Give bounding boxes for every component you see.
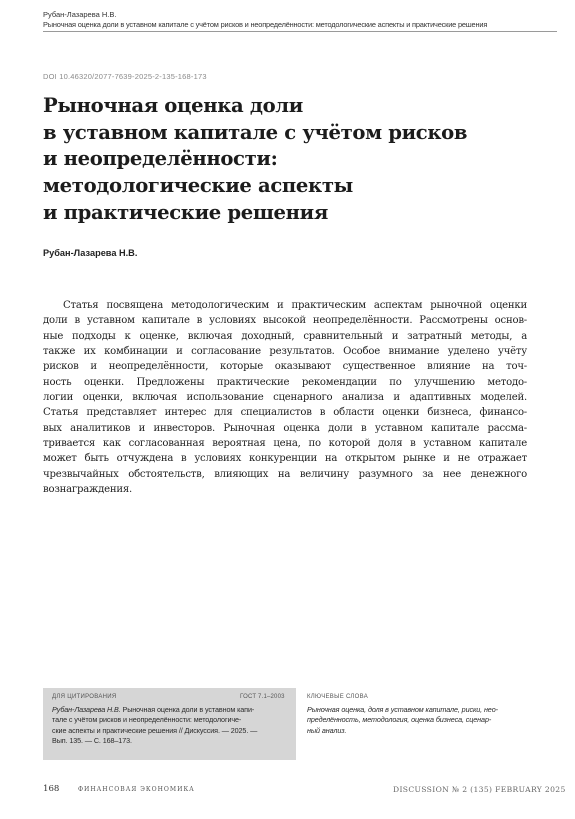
abstract-line: доли в уставном капитале в условиях высокой неопределённости. Рассмотрены основ-: [43, 315, 527, 327]
abstract-line: тривается как согласованная вероятная цена, по которой доля в уставном капитале: [43, 438, 527, 450]
author-byline: Рубан-Лазарева Н.В.: [43, 248, 138, 258]
citation-standard: ГОСТ 7.1–2003: [240, 694, 285, 700]
article-title: [43, 93, 543, 227]
keywords-label: КЛЮЧЕВЫЕ СЛОВА: [307, 694, 369, 700]
abstract-line: также их комбинации и согласование результатов. Особое внимание уделено учёту: [43, 346, 527, 358]
page-number: 168: [43, 784, 60, 794]
keywords-line: ный анализ.: [307, 725, 347, 735]
abstract-line: чрезвычайных обстоятельств, влияющих на величину разумного за нее денежного: [43, 468, 527, 480]
citation-line: ские аспекты и практические решения // Дискуссия. — 2025. —: [52, 725, 258, 735]
running-header-author: Рубан-Лазарева Н.В.: [43, 10, 117, 19]
abstract-line: Статья посвящена методологическим и практическим аспектам рыночной оценки: [63, 300, 527, 311]
citation-line: тале с учётом рисков и неопределённости: методологиче-: [52, 715, 242, 725]
keywords-text: [307, 705, 537, 736]
citation-author: Рубан-Лазарева Н.В.: [52, 705, 121, 714]
section-name: ФИНАНСОВАЯ ЭКОНОМИКА: [78, 786, 195, 793]
citation-text: [52, 705, 292, 746]
abstract-line: Статья представляет интерес для специалистов в области оценки бизнеса, финансо-: [43, 407, 527, 419]
abstract-line: логии оценки, включая использование сценарного анализа и адаптивных моделей.: [43, 392, 527, 404]
journal-issue: DISCUSSION № 2 (135) FEBRUARY 2025: [393, 785, 566, 794]
running-header-title: Рыночная оценка доли в уставном капитале с учётом рисков и неопределённости: методологические аспекты и практические решения: [43, 19, 488, 29]
abstract-line: рисков и неопределённости, которые оказывают существенное влияние на точ-: [43, 361, 527, 373]
title-line: и неопределённости:: [43, 147, 278, 171]
citation-line-text: Рыночная оценка доли в уставном капи-: [120, 705, 255, 714]
keywords-line: Рыночная оценка, доля в уставном капитале, риски, нео-: [307, 705, 498, 714]
citation-line: Вып. 135. — С. 168–173.: [52, 735, 132, 745]
citation-line: [52, 705, 292, 715]
citation-label: ДЛЯ ЦИТИРОВАНИЯ: [52, 694, 117, 700]
title-line: Рыночная оценка доли: [43, 94, 303, 117]
keywords-line: пределённость, методология, оценка бизнеса, сценар-: [307, 715, 492, 725]
title-line: и практические решения: [43, 200, 328, 224]
title-line: методологические аспекты: [43, 174, 353, 198]
abstract-line: ные подходы к оценке, включая доходный, сравнительный и затратный методы, а: [43, 330, 527, 342]
abstract-line: ность оценки. Предложены практические рекомендации по улучшению методо-: [43, 376, 527, 388]
abstract: [43, 298, 527, 497]
title-line: в уставном капитале с учётом рисков: [43, 120, 468, 144]
abstract-line: вых аналитиков и инвесторов. Рыночная оценка доли в уставном капитале рассма-: [43, 422, 527, 434]
abstract-line: может быть отчуждена в условиях конкуренции на открытом рынке и не отражает: [43, 453, 527, 465]
doi-line: DOI 10.46320/2077-7639-2025-2-135-168-173: [43, 72, 207, 81]
header-divider: [43, 31, 557, 32]
abstract-line: вознаграждения.: [43, 484, 132, 496]
